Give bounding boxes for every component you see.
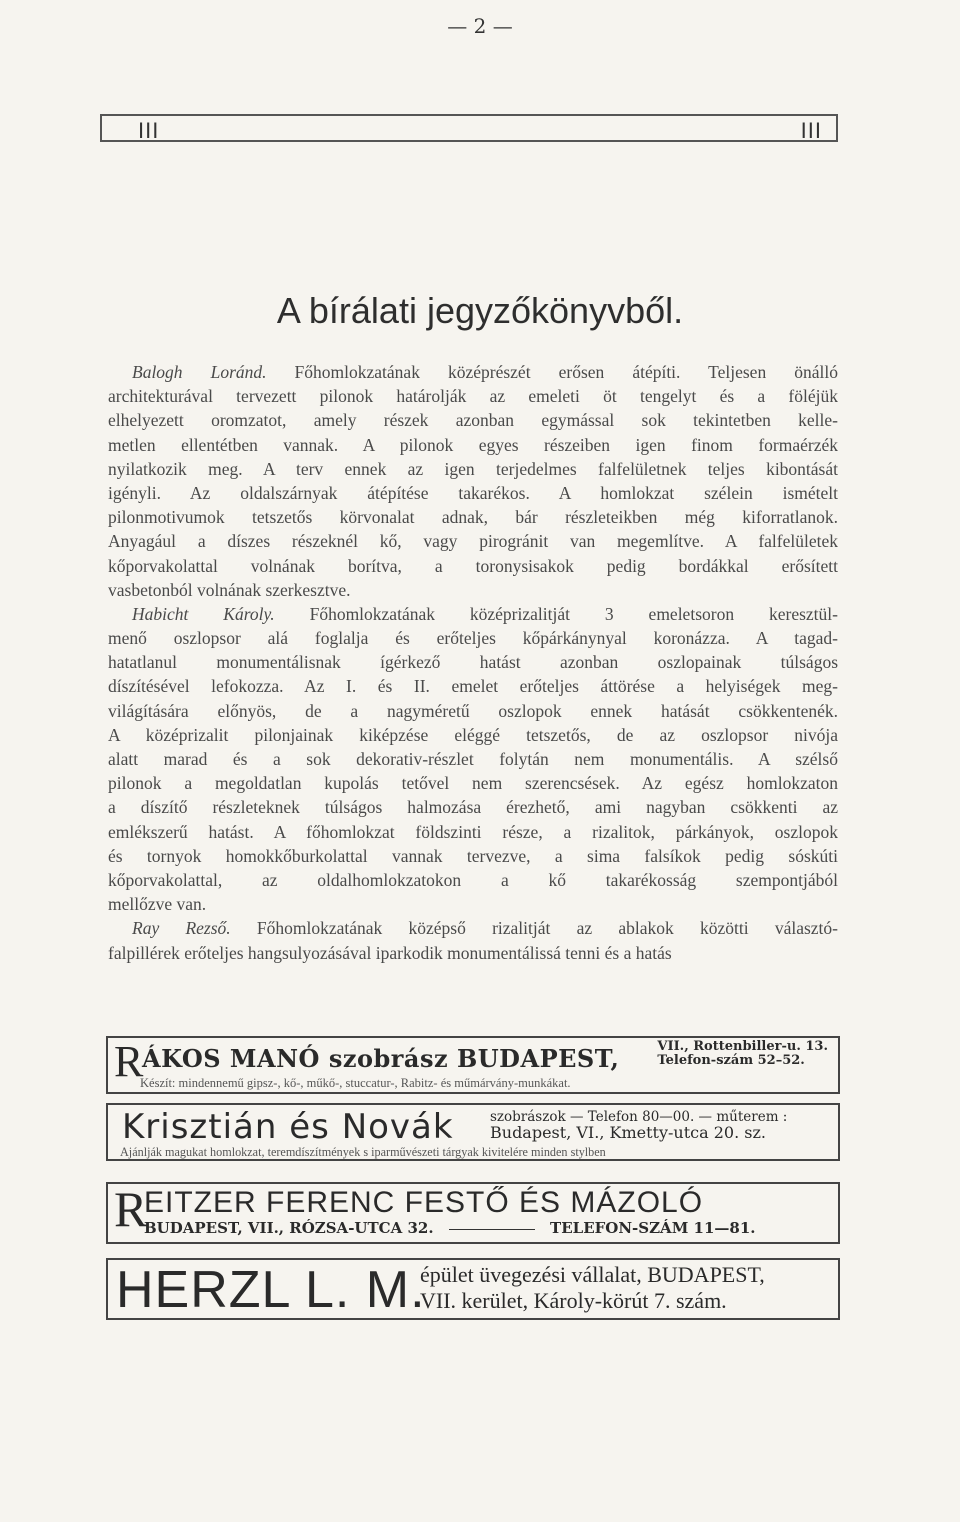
article-line	[108, 941, 838, 965]
article-line-text: kőporvakolattal, az oldalhomlokzatokon a kő takarékosság szempontjából	[108, 869, 838, 890]
ad-rakos-name: ÁKOS MANÓ szobrász BUDAPEST,	[142, 1044, 620, 1073]
header-ornament	[100, 114, 838, 142]
article-line	[108, 723, 838, 747]
article-line	[108, 892, 838, 916]
article-author: Ray Rezső.	[132, 918, 231, 939]
article-line	[108, 699, 838, 723]
article-line	[108, 674, 838, 698]
ad-rakos-address-line2: Telefon-szám 52–52.	[657, 1053, 805, 1068]
article-title: A bírálati jegyzőkönyvből.	[276, 290, 684, 331]
ad-rakos-address-line1: VII., Rottenbiller-u. 13.	[657, 1039, 828, 1054]
article-line-text: világítására előnyös, de a nagyméretű oszlopok ennek hatását csökkentenék.	[108, 700, 838, 721]
article-line	[108, 529, 838, 553]
article-line	[108, 844, 838, 868]
ad-reitzer-name: EITZER FERENC FESTŐ ÉS MÁZOLÓ	[144, 1186, 704, 1219]
article-line	[108, 626, 838, 650]
article-line-text: alatt marad és a sok dekorativ-részlet folytán nem monumentális. A szélső	[108, 749, 838, 769]
article-line	[108, 916, 838, 940]
ad-kn-info	[490, 1109, 787, 1141]
article-body	[108, 360, 838, 965]
article-line-text: pilonmotivumok tetszetős körvonalat adnak, bár részleteikben még kiforratlanok.	[108, 507, 838, 528]
ad-reitzer-address-row	[144, 1219, 756, 1237]
ad-herzl-info-line2: VII. kerület, Károly-körút 7. szám.	[420, 1288, 727, 1313]
article-line	[108, 554, 838, 578]
article-author: Habicht Károly.	[132, 603, 275, 624]
ad-herzl-name: HERZL L. M.	[116, 1261, 426, 1319]
article-line-text: díszítésével lefokozza. Az I. és II. emelet erőteljes áttörése a helyiségek meg-	[108, 676, 838, 697]
ad-reitzer-phone: TELEFON-SZÁM 11—81.	[550, 1219, 756, 1237]
article-line	[108, 820, 838, 844]
article-line	[108, 505, 838, 529]
ad-herzl-info	[420, 1262, 765, 1314]
ad-rakos-initial: R	[114, 1037, 144, 1086]
article-line-text: és tornyok homokkőburkolattal vannak tervezve, a sima falsíkok pedig sóskúti	[108, 845, 838, 866]
article-line-text: A középrizalit pilonjainak kiképzése eléggé tetszetős, de az oszlopsor nivója	[108, 724, 838, 745]
ad-rakos-description: Készít: mindennemű gipsz-, kő-, műkő-, stuccatur-, Rabitz- és műmárvány-munkákat.	[140, 1076, 571, 1090]
article-line	[108, 457, 838, 481]
article-line-text: Főhomlokzatának középső rizalitját az ablakok közötti választó-	[230, 918, 838, 939]
article-line-text: architekturával tervezett pilonok határolják az emeleti öt tengelyt és a föléjük	[108, 386, 838, 407]
article-line-text: a díszítő részleteknek túlságos halmozása érezhető, ami nagyban csökkenti az	[108, 797, 838, 818]
article-line-text: nyilatkozik meg. A terv ennek az igen terjedelmes falfelületnek teljes kibontását	[108, 458, 838, 479]
article-line-text: vasbetonból volnának szerkesztve.	[108, 579, 351, 600]
article-line	[108, 868, 838, 892]
ad-kn-description: Ajánlják magukat homlokzat, teremdíszítmények s iparművészeti tárgyak kivitelére minden stylben	[120, 1145, 606, 1159]
article-line	[108, 433, 838, 457]
article-line	[108, 578, 838, 602]
article-line	[108, 650, 838, 674]
article-line-text: Főhomlokzatának középrizalitját 3 emeletsoron keresztül-	[274, 603, 838, 624]
ad-reitzer-divider	[449, 1229, 535, 1230]
header-right-mark: III	[800, 118, 822, 143]
article-line	[108, 771, 838, 795]
ad-kn-info-line2: Budapest, VI., Kmetty-utca 20. sz.	[490, 1123, 766, 1142]
article-line-text: Főhomlokzatának középrészét erősen átépíti. Teljesen önálló	[266, 362, 838, 382]
ad-kn-name: Krisztián és Novák	[122, 1107, 454, 1147]
article-line-text: falpillérek erőteljes hangsulyozásával iparkodik monumentálissá tenni és a hatás	[108, 942, 672, 963]
article-line	[108, 747, 838, 771]
article-line	[108, 602, 838, 626]
article-line	[108, 408, 838, 432]
article-line	[108, 384, 838, 408]
article-line-text: igényli. Az oldalszárnyak átépítése takarékos. A homlokzat szélein ismételt	[108, 482, 838, 503]
article-line-text: pilonok a megoldatlan kupolás tetővel nem szerencsések. Az egész homlokzaton	[108, 773, 838, 794]
ad-reitzer-initial: R	[114, 1181, 148, 1237]
ad-herzl	[106, 1258, 840, 1320]
article-line-text: hatatlanul monumentálisnak ígérkező hatást azonban oszlopainak túlságos	[108, 652, 838, 673]
ad-kn-info-line1: szobrászok — Telefon 80—00. — műterem :	[490, 1109, 788, 1125]
article-line-text: kőporvakolattal volnának borítva, a toronysisakok pedig bordákkal erősített	[108, 555, 838, 576]
article-line-text: elhelyezett oromzatot, amely részek azonban egymással sok tekintetben kelle-	[108, 410, 838, 431]
article-line-text: metlen ellentétben vannak. A pilonok egyes részeiben igen finom formaérzék	[108, 434, 838, 455]
article-line	[108, 795, 838, 819]
ad-herzl-info-line1: épület üvegezési vállalat, BUDAPEST,	[420, 1262, 765, 1287]
article-line-text: Anyagául a díszes részeknél kő, vagy pirogránit van megemlítve. A falfelületek	[108, 531, 838, 552]
header-left-mark: III	[138, 118, 160, 143]
article-line-text: emlékszerű hatást. A főhomlokzat földszinti része, a rizalitok, párkányok, oszlopok	[108, 821, 838, 842]
ad-reitzer-ferenc	[106, 1182, 840, 1244]
article-line-text: mellőzve van.	[108, 894, 207, 915]
ad-krisztian-novak	[106, 1103, 840, 1161]
article-line-text: menő oszlopsor alá foglalja és erőteljes kőpárkánynyal koronázza. A tagad-	[108, 628, 838, 649]
ad-rakos-address	[657, 1040, 828, 1068]
page-number: — 2 —	[447, 14, 513, 38]
ad-reitzer-address: BUDAPEST, VII., RÓZSA-UTCA 32.	[144, 1219, 434, 1237]
article-line	[108, 360, 838, 384]
article-author: Balogh Loránd.	[132, 362, 267, 382]
article-line	[108, 481, 838, 505]
ad-rakos-mano	[106, 1036, 840, 1094]
